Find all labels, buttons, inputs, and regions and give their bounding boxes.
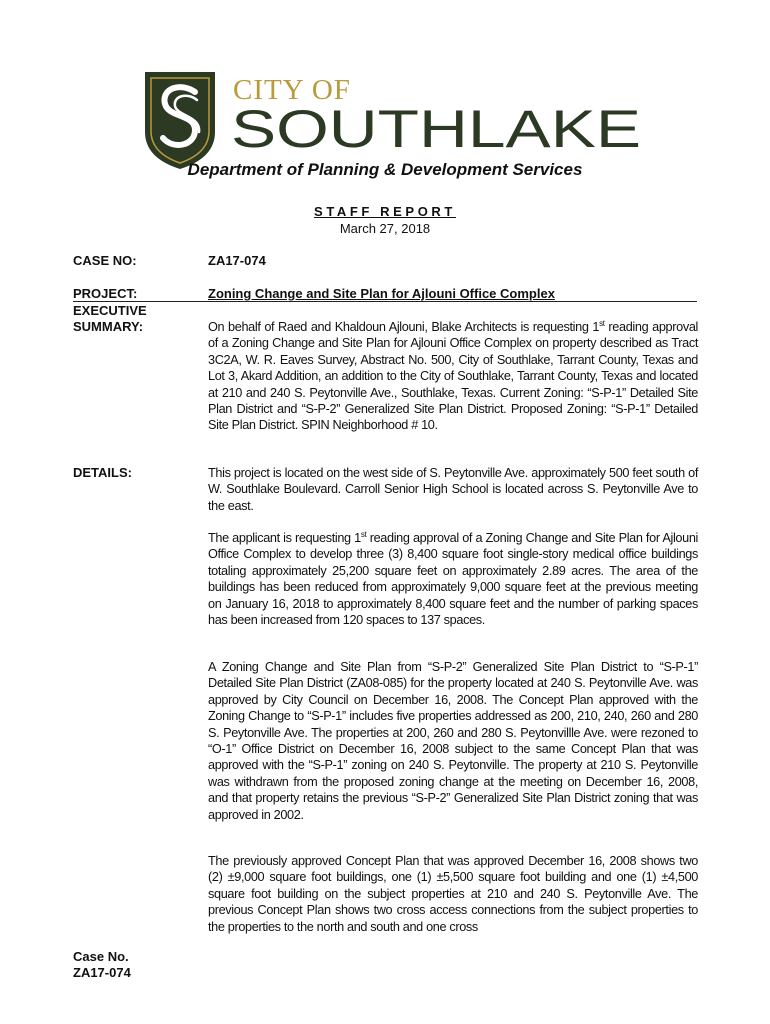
details-paragraph-3: A Zoning Change and Site Plan from “S-P-2” Generalized Site Plan District to “S-P-1” Detailed Site Plan District (ZA08-085) for the property located at 240 S. Peytonville Ave. was approved by City Council on December 16, 2008. The Concept Plan approved with the Zoning Change to “S-P-1” includes five properties addressed as 200, 210, 240, 260 and 280 S. Peytonville Ave. The properties at 200, 260 and 280 S. Peytonvillle Ave. were rezoned to “O-1” Office District on December 16, 2008 subject to the same Concept Plan that was approved with the “S-P-1” zoning on 240 S. Peytonville. The property at 210 S. Peytonville was withdrawn from the proposed zoning change at the meeting on December 16, 2008, and that property retains the previous “S-P-2” Generalized Site Plan District zoning that was approved in 2002.: [208, 660, 698, 822]
department-name: Department of Planning & Development Services: [187, 160, 583, 179]
summary-paragraph: On behalf of Raed and Khaldoun Ajlouni, Blake Architects is requesting 1st reading approval of a Zoning Change and Site Plan for Ajlouni Office Complex on property described as Tract 3C2A, W. R. Eaves Survey, Abstract No. 500, City of Southlake, Tarrant County, Texas and Lot 3, Akard Addition, an addition to the City of Southlake, Tarrant County, Texas and located at 210 and 240 S. Peytonville Ave., Southlake, Texas. Current Zoning: “S-P-1” Detailed Site Plan District and “S-P-2” Generalized Site Plan District. Proposed Zoning: “S-P-1” Detailed Site Plan District. SPIN Neighborhood # 10.: [208, 318, 699, 433]
summary-label-line2: SUMMARY:: [73, 319, 144, 334]
summary-label-line1: EXECUTIVE: [73, 303, 147, 318]
project-value: Zoning Change and Site Plan for Ajlouni Office Complex: [208, 286, 555, 301]
city-logo: [143, 70, 643, 170]
details-paragraph-1: This project is located on the west side of S. Peytonville Ave. approximately 500 feet south of W. Southlake Boulevard. Carroll Senior High School is located across S. Peytonville Ave to the east.: [208, 466, 698, 513]
report-title: STAFF REPORT: [314, 204, 456, 219]
details-paragraph-2: The applicant is requesting 1st reading approval of a Zoning Change and Site Plan for Ajlouni Office Complex to develop three (3) 8,400 square foot single-story medical office buildings totaling approximately 25,200 square feet on approximately 2.89 acres. The area of the buildings has been reduced from approximately 9,000 square feet at the previous meeting on January 16, 2018 to approximately 8,400 square feet and the number of parking spaces has been increased from 120 spaces to 137 spaces.: [208, 529, 698, 628]
footer-case-number: ZA17-074: [73, 965, 131, 980]
details-paragraph-4: The previously approved Concept Plan that was approved December 16, 2008 shows two (2) ±9,000 square foot buildings, one (1) ±5,500 square foot building and one (1) ±4,500 square foot building on the subject properties at 210 and 240 S. Peytonville Ave. The previous Concept Plan shows two cross access connections from the subject properties to the properties to the north and south and one cross: [208, 854, 698, 934]
case-no-value: ZA17-074: [208, 253, 266, 268]
logo-line1: CITY OF: [233, 74, 351, 106]
case-no-label: CASE NO:: [73, 253, 137, 268]
project-divider: [73, 301, 697, 302]
details-label: DETAILS:: [73, 465, 132, 480]
city-logo-graphic: [143, 70, 643, 170]
project-label: PROJECT:: [73, 286, 138, 301]
logo-line2: SOUTHLAKE: [231, 100, 641, 159]
footer-case-label: Case No.: [73, 949, 129, 964]
report-date: March 27, 2018: [339, 221, 431, 236]
